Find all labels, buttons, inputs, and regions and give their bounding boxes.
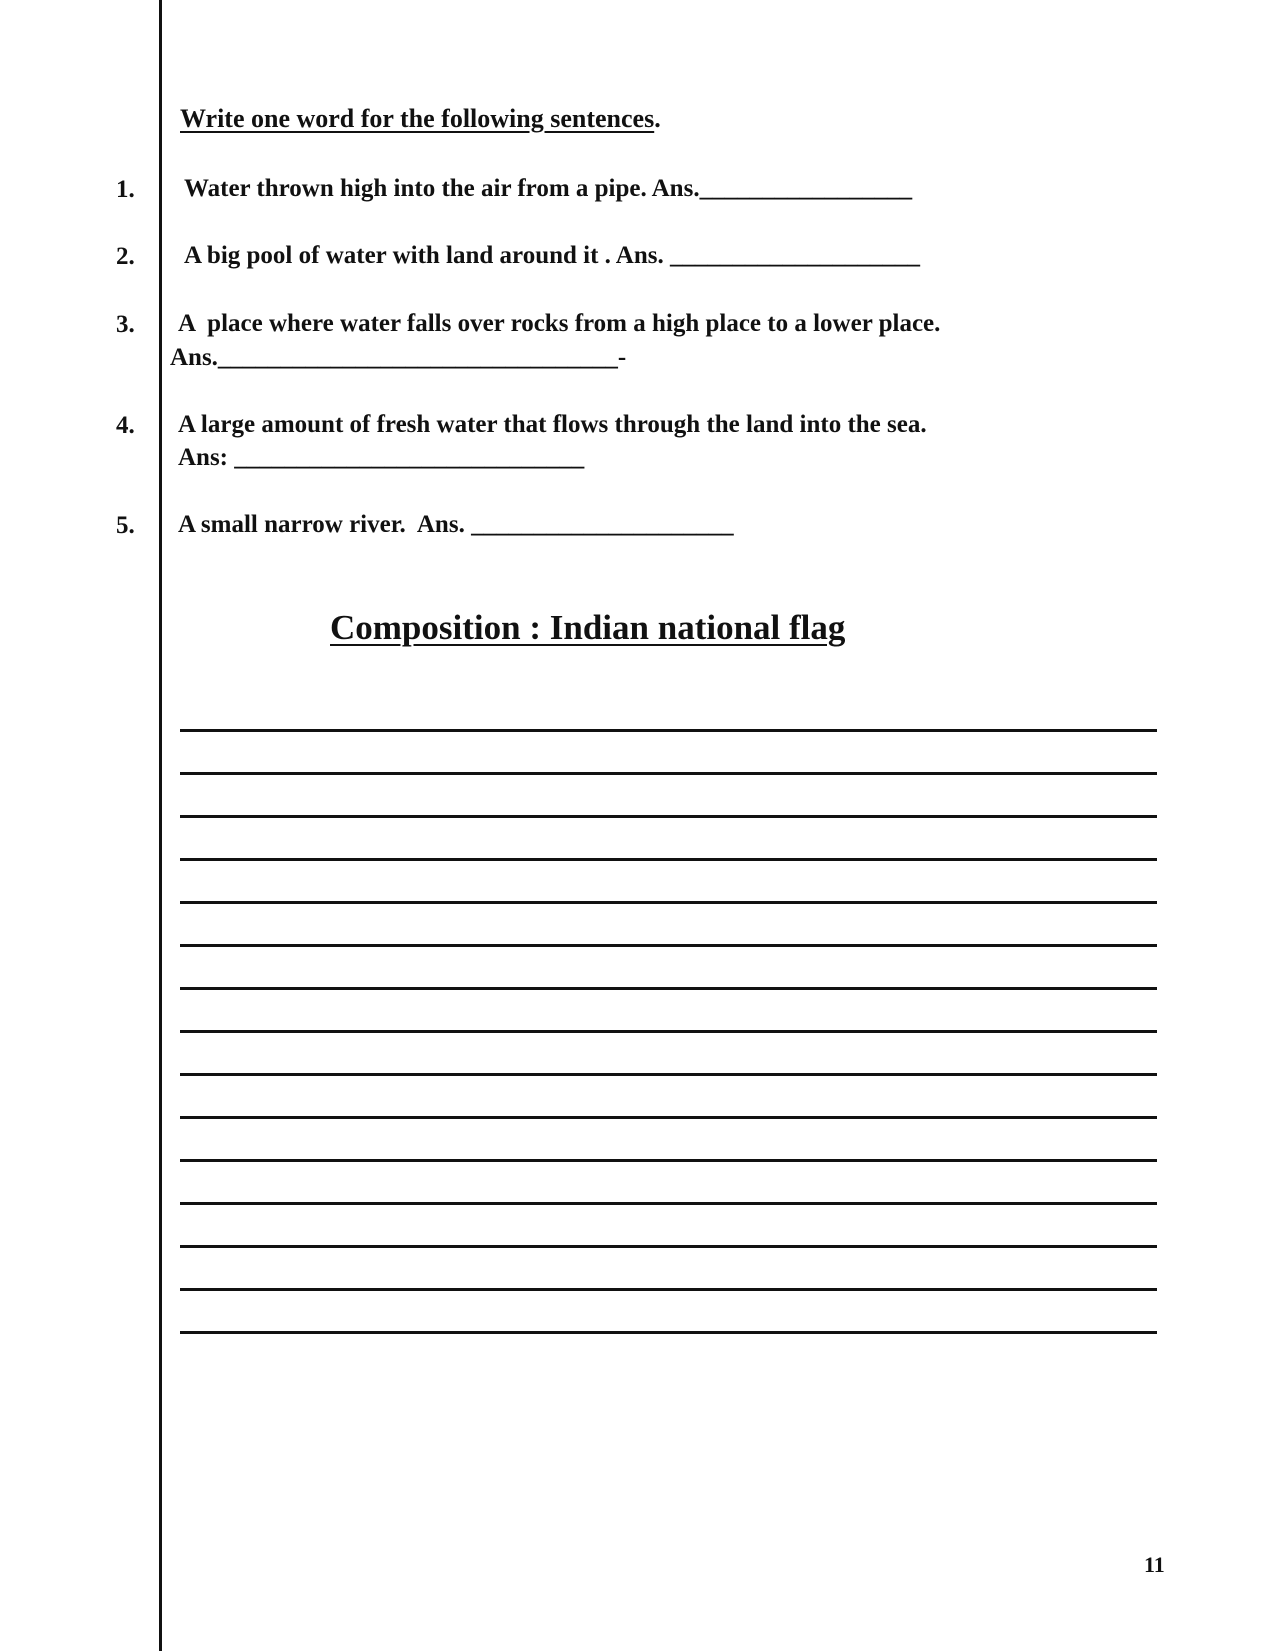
- answer-line-3: Ans.________________________________-: [170, 344, 627, 371]
- writing-line: [180, 772, 1157, 775]
- writing-line: [180, 1073, 1157, 1076]
- writing-line: [180, 1331, 1157, 1334]
- instruction-heading: [180, 104, 661, 134]
- writing-line: [180, 1030, 1157, 1033]
- instruction-period: .: [654, 104, 661, 133]
- instruction-text: Write one word for the following sentences: [180, 104, 655, 133]
- answer-line-4: Ans: ____________________________: [178, 444, 585, 471]
- question-number-3: 3.: [116, 311, 135, 338]
- writing-line: [180, 1202, 1157, 1205]
- question-number-4: 4.: [116, 412, 135, 439]
- writing-line: [180, 729, 1157, 732]
- writing-line: [180, 1245, 1157, 1248]
- question-number-1: 1.: [116, 176, 135, 203]
- question-text-5: A small narrow river. Ans. _____________________: [178, 511, 734, 538]
- composition-title: Composition : Indian national flag: [330, 608, 846, 647]
- question-text-1: Water thrown high into the air from a pipe. Ans._________________: [184, 175, 913, 202]
- writing-line: [180, 1159, 1157, 1162]
- question-text-3: A place where water falls over rocks from a high place to a lower place.: [178, 310, 941, 337]
- writing-line: [180, 987, 1157, 990]
- writing-line: [180, 1288, 1157, 1291]
- question-text-4: A large amount of fresh water that flows through the land into the sea.: [178, 411, 927, 438]
- question-text-2: A big pool of water with land around it . Ans. ____________________: [184, 242, 920, 269]
- writing-line: [180, 1116, 1157, 1119]
- page-number: 11: [1144, 1552, 1165, 1577]
- writing-line: [180, 815, 1157, 818]
- margin-rule: [159, 0, 162, 1651]
- question-number-5: 5.: [116, 512, 135, 539]
- writing-line: [180, 858, 1157, 861]
- writing-line: [180, 944, 1157, 947]
- question-number-2: 2.: [116, 243, 135, 270]
- writing-line: [180, 901, 1157, 904]
